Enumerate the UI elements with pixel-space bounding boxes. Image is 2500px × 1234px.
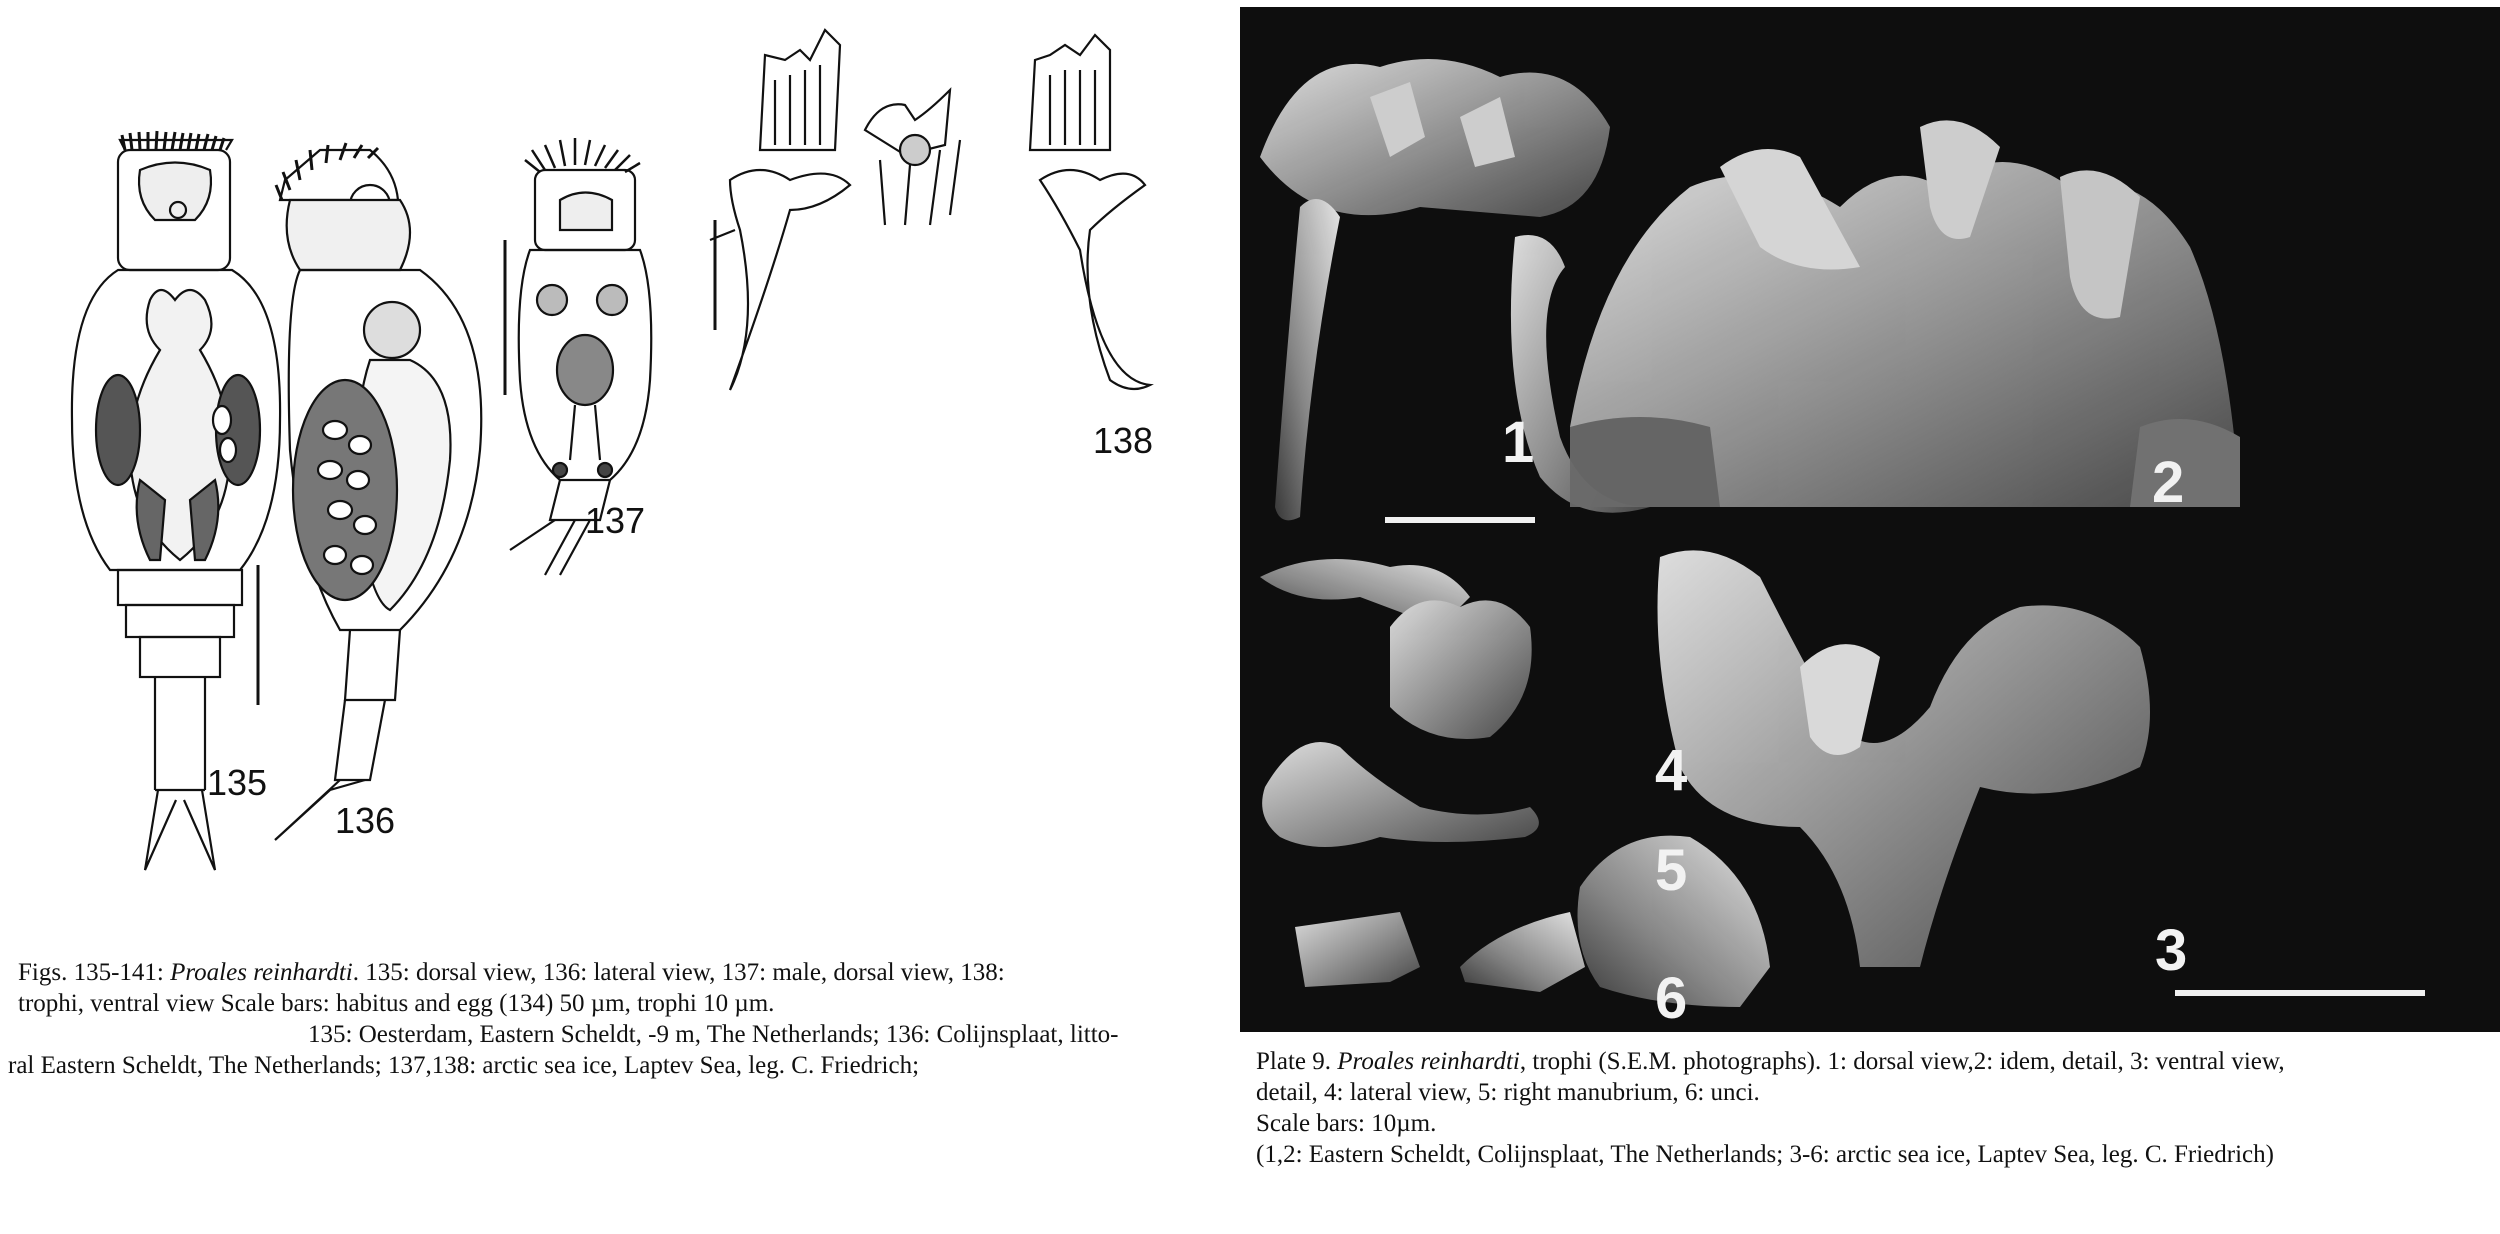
plate-caption-species-name: Proales reinhardti bbox=[1337, 1048, 1520, 1075]
plate-caption bbox=[1256, 1046, 2285, 1170]
panel-2-detail bbox=[1570, 120, 2240, 507]
caption-line3: 135: Oesterdam, Eastern Scheldt, -9 m, The Netherlands; 136: Colijnsplaat, litto- bbox=[308, 1021, 1119, 1048]
panel-5-right-manubrium bbox=[1262, 742, 1539, 847]
scale-bar-panel-3 bbox=[2175, 990, 2425, 996]
plate-caption-line3: Scale bars: 10µm. bbox=[1256, 1110, 1437, 1137]
rotifer-drawings bbox=[0, 0, 1240, 900]
left-figure-caption bbox=[8, 957, 1119, 1081]
caption-line1-prefix: Figs. 135-141: bbox=[18, 959, 171, 986]
scale-bar-panel-1 bbox=[1385, 517, 1535, 523]
panel-6-unci bbox=[1295, 912, 1585, 992]
plate-label-6: 6 bbox=[1655, 966, 1688, 1031]
fig136-label: 136 bbox=[335, 800, 396, 841]
fig136-lateral-drawing bbox=[275, 143, 481, 840]
plate-label-3: 3 bbox=[2155, 918, 2188, 983]
caption-line1-rest: . 135: dorsal view, 136: lateral view, 137: male, dorsal view, 138: bbox=[352, 959, 1005, 986]
fig135-label: 135 bbox=[207, 762, 268, 803]
plate-label-2: 2 bbox=[2152, 450, 2185, 515]
plate-label-5: 5 bbox=[1655, 838, 1688, 903]
caption-species-name: Proales reinhardti bbox=[170, 959, 353, 986]
sem-plate bbox=[1240, 7, 2500, 1032]
plate-label-4: 4 bbox=[1655, 738, 1688, 803]
fig138-trophi-drawing bbox=[710, 30, 1150, 390]
fig137-label: 137 bbox=[585, 500, 646, 541]
plate-label-1: 1 bbox=[1502, 410, 1535, 475]
fig135-dorsal-drawing bbox=[72, 131, 280, 870]
caption-line2: trophi, ventral view Scale bars: habitus and egg (134) 50 µm, trophi 10 µm. bbox=[18, 990, 775, 1017]
plate-caption-line4: (1,2: Eastern Scheldt, Colijnsplaat, The Netherlands; 3-6: arctic sea ice, Laptev Sea, leg. C. Friedrich) bbox=[1256, 1141, 2274, 1168]
caption-line4: ral Eastern Scheldt, The Netherlands; 137,138: arctic sea ice, Laptev Sea, leg. C. Friedrich; bbox=[8, 1052, 920, 1079]
plate-caption-line1-rest: , trophi (S.E.M. photographs). 1: dorsal view,2: idem, detail, 3: ventral view, bbox=[1519, 1048, 2285, 1075]
plate-caption-line2: detail, 4: lateral view, 5: right manubrium, 6: unci. bbox=[1256, 1079, 1760, 1106]
plate-caption-line1-prefix: Plate 9. bbox=[1256, 1048, 1338, 1075]
panel-4-lateral-view bbox=[1260, 559, 1532, 739]
fig138-label: 138 bbox=[1093, 420, 1154, 461]
